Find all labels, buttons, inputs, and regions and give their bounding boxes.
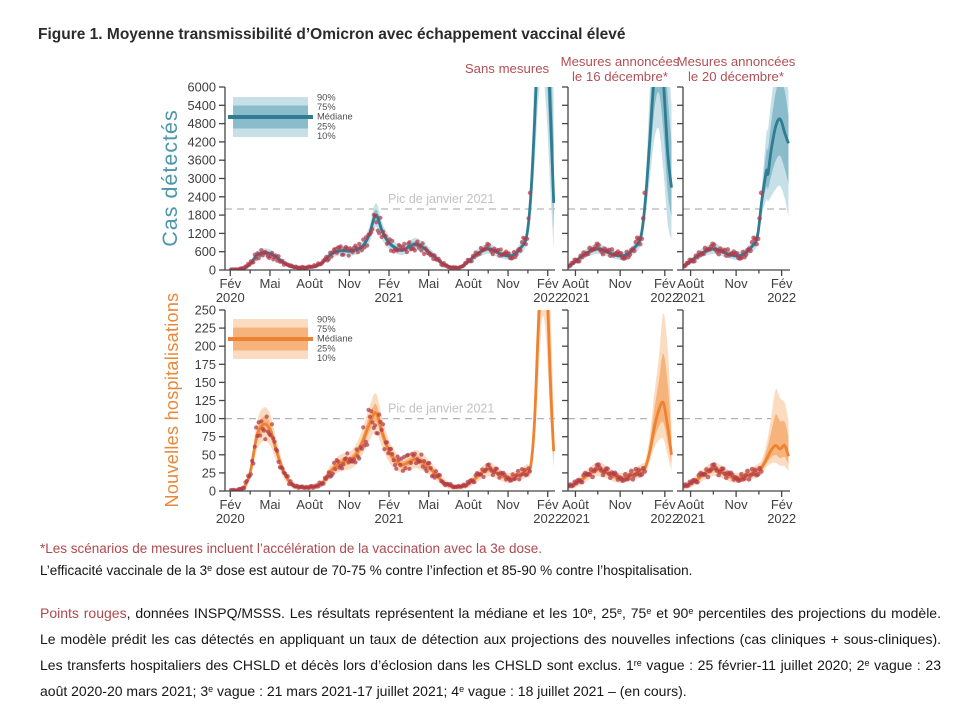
legend-label: Médiane <box>317 333 353 344</box>
observed-point <box>360 447 364 451</box>
observed-point <box>249 472 253 476</box>
y-tick-label: 1200 <box>187 225 216 241</box>
observed-point <box>497 476 501 480</box>
y-tick-label: 25 <box>201 465 216 481</box>
x-tick-label: Nov <box>496 276 520 291</box>
x-tick-label: Mai <box>418 276 440 291</box>
band-90 <box>561 0 672 269</box>
observed-point <box>365 243 369 247</box>
x-tick-year: 2021 <box>560 290 590 305</box>
x-tick-year: 2021 <box>374 290 404 305</box>
observed-point <box>721 466 726 471</box>
observed-point <box>499 247 503 251</box>
x-tick-year: 2021 <box>676 511 706 526</box>
observed-point <box>251 461 255 465</box>
observed-point <box>748 248 753 253</box>
observed-point <box>340 466 344 470</box>
x-tick-label: Août <box>677 497 704 512</box>
x-tick-label: Nov <box>337 497 361 512</box>
observed-point <box>418 459 422 463</box>
cases-axis-title: Cas détectés <box>158 109 182 247</box>
legend-label: Médiane <box>317 111 353 122</box>
observed-point <box>712 243 717 248</box>
legend-label: 75% <box>317 102 336 113</box>
observed-point <box>515 253 519 257</box>
observed-point <box>735 251 740 256</box>
observed-point <box>341 462 345 466</box>
x-tick-label: Fév <box>378 497 400 512</box>
observed-point <box>632 248 637 253</box>
observed-point <box>377 231 381 235</box>
panel-header: Mesures annoncées <box>676 54 796 69</box>
observed-point <box>263 437 267 441</box>
observed-point <box>339 244 343 248</box>
observed-point <box>356 250 360 254</box>
observed-point <box>394 467 398 471</box>
observed-point <box>390 452 394 456</box>
observed-point <box>623 472 628 477</box>
x-tick-label: Août <box>562 276 589 291</box>
observed-point <box>253 445 257 449</box>
observed-point <box>407 467 411 471</box>
observed-point <box>725 247 730 252</box>
y-tick-label: 175 <box>194 356 216 372</box>
y-tick-label: 2400 <box>187 189 216 205</box>
observed-point <box>376 431 380 435</box>
observed-point <box>242 486 246 490</box>
observed-point <box>351 250 355 254</box>
observed-point <box>596 243 601 248</box>
observed-point <box>361 425 365 429</box>
y-tick-label: 600 <box>194 244 216 260</box>
observed-point <box>373 423 377 427</box>
observed-point <box>593 467 598 472</box>
y-tick-label: 100 <box>194 411 216 427</box>
y-tick-label: 5400 <box>187 97 216 113</box>
observed-point <box>381 422 385 426</box>
observed-point <box>405 250 409 254</box>
observed-point <box>321 482 325 486</box>
x-tick-label: Nov <box>724 276 748 291</box>
x-tick-label: Août <box>454 276 482 291</box>
observed-point <box>335 251 339 255</box>
footnote-scenarios: *Les scénarios de mesures incluent l’accélération de la vaccination avec la 3e dose. <box>40 541 543 556</box>
observed-point <box>528 191 532 195</box>
y-tick-label: 6000 <box>187 79 216 95</box>
observed-point <box>639 236 644 241</box>
y-tick-label: 0 <box>208 262 216 278</box>
legend-label: 25% <box>317 343 336 354</box>
observed-point <box>706 475 711 480</box>
observed-point <box>642 191 647 196</box>
observed-point <box>331 472 335 476</box>
observed-point <box>520 240 524 244</box>
observed-point <box>355 246 359 250</box>
observed-point <box>373 214 377 218</box>
observed-point <box>519 249 523 253</box>
observed-point <box>345 451 349 455</box>
y-tick-label: 4200 <box>187 134 216 150</box>
hospitalisations-legend <box>228 315 353 363</box>
observed-point <box>251 260 255 264</box>
observed-point <box>336 459 340 463</box>
observed-point <box>422 252 426 256</box>
y-tick-label: 50 <box>201 447 216 463</box>
legend-median <box>228 115 313 119</box>
panel-cases-0 <box>188 0 563 305</box>
observed-point <box>386 451 390 455</box>
legend-median <box>228 337 313 341</box>
panel-hospitalisations-1 <box>561 310 680 526</box>
observed-point <box>754 242 759 247</box>
observed-point <box>365 443 369 447</box>
observed-point <box>396 248 400 252</box>
observed-point <box>384 234 388 238</box>
observed-point <box>438 473 442 477</box>
x-tick-label: Mai <box>259 276 281 291</box>
observed-point <box>610 247 615 252</box>
observed-point <box>484 467 488 471</box>
band-90 <box>561 314 672 491</box>
x-tick-label: Fév <box>536 276 559 291</box>
hospitalisations-axis-title: Nouvelles hospitalisations <box>162 292 182 508</box>
observed-point <box>419 453 423 457</box>
x-tick-label: Fév <box>378 276 400 291</box>
legend-label: 10% <box>317 130 336 141</box>
legend-label: 25% <box>317 121 336 132</box>
observed-point <box>265 415 269 419</box>
observed-point <box>757 216 762 221</box>
observed-point <box>368 415 372 419</box>
observed-point <box>619 251 624 256</box>
observed-point <box>759 469 764 474</box>
y-tick-label: 225 <box>194 320 216 336</box>
panel-header: le 16 décembre* <box>571 69 669 84</box>
observed-point <box>511 472 515 476</box>
observed-point <box>629 469 634 474</box>
observed-point <box>528 469 532 473</box>
figure-notes-paragraph: Points rouges, données INSPQ/MSSS. Les résultats représentent la médiane et les 10e, 25e, 75e et 90e percentiles des projections du modèle. Le modèle prédit les cas détectés en appliquant un taux de détection aux projections des nouvelles infections (cas cliniques + sous-cliniques). Les transferts hospitaliers des CHSLD et décès lors d’éclosion dans les CHSLD sont exclus. 1re vague : 25 février-11 juillet 2020; 2e vague : 23 août 2020-20 mars 2021; 3e vague : 21 mars 2021-17 juillet 2021; 4e vague : 18 juillet 2021 – (en cours). <box>40 605 942 699</box>
observed-point <box>421 241 425 245</box>
observed-point <box>270 251 274 255</box>
observed-point <box>472 480 476 484</box>
legend-label: 10% <box>317 352 336 363</box>
observed-point <box>580 480 585 485</box>
observed-point <box>407 240 411 244</box>
observed-point <box>524 242 528 246</box>
observed-point <box>495 467 499 471</box>
observed-point <box>277 460 281 464</box>
y-tick-label: 125 <box>194 393 216 408</box>
y-tick-label: 4800 <box>187 116 216 132</box>
observed-point <box>392 458 396 462</box>
y-tick-label: 3600 <box>187 152 216 168</box>
x-tick-year: 2021 <box>676 290 706 305</box>
observed-point <box>329 255 333 259</box>
observed-point <box>642 469 647 474</box>
observed-point <box>355 447 359 451</box>
observed-point <box>254 425 258 429</box>
observed-point <box>357 456 361 460</box>
observed-point <box>636 468 641 473</box>
x-tick-label: Nov <box>608 497 632 512</box>
panel-header: Mesures annoncées <box>560 54 680 69</box>
observed-point <box>756 236 761 241</box>
x-tick-label: Fév <box>536 497 559 512</box>
observed-point <box>327 470 331 474</box>
observed-point <box>381 230 385 234</box>
x-tick-label: Fév <box>770 276 793 291</box>
y-tick-label: 0 <box>208 483 216 499</box>
observed-points <box>229 408 532 493</box>
observed-point <box>482 475 486 479</box>
observed-point <box>245 479 249 483</box>
observed-point <box>374 220 378 224</box>
observed-point <box>413 452 417 456</box>
x-tick-label: Fév <box>219 497 242 512</box>
x-tick-label: Nov <box>496 497 520 512</box>
observed-point <box>347 254 351 258</box>
observed-point <box>341 253 345 257</box>
observed-point <box>745 469 750 474</box>
observed-point <box>406 453 410 457</box>
observed-point <box>415 240 419 244</box>
observed-point <box>353 460 357 464</box>
footnote-efficacy: L’efficacité vaccinale de la 3e dose est autour de 70-75 % contre l’infection et 85-90 % contre l’hospitalisation. <box>40 563 693 578</box>
legend-label: 90% <box>317 92 336 103</box>
cases-legend <box>228 93 353 141</box>
observed-point <box>695 480 700 485</box>
x-tick-year: 2021 <box>560 511 590 526</box>
observed-point <box>577 259 582 264</box>
x-tick-year: 2020 <box>215 290 245 305</box>
observed-point <box>333 467 337 471</box>
x-tick-label: Fév <box>219 276 242 291</box>
x-tick-label: Août <box>296 497 324 512</box>
x-tick-label: Fév <box>653 276 676 291</box>
observed-point <box>262 429 266 433</box>
observed-point <box>422 459 426 463</box>
observed-point <box>429 466 433 470</box>
observed-point <box>398 463 402 467</box>
panel-cases-1 <box>561 0 680 305</box>
observed-point <box>605 466 610 471</box>
observed-point <box>744 252 749 257</box>
observed-point <box>753 468 758 473</box>
observed-point <box>517 477 521 481</box>
panel-header: le 20 décembre* <box>687 69 785 84</box>
observed-point <box>393 463 397 467</box>
observed-point <box>526 216 530 220</box>
observed-point <box>382 447 386 451</box>
x-tick-label: Mai <box>418 497 440 512</box>
observed-point <box>491 252 495 256</box>
observed-point <box>692 259 697 264</box>
x-tick-year: 2022 <box>650 511 680 526</box>
observed-point <box>739 472 744 477</box>
observed-point <box>275 449 279 453</box>
observed-point <box>487 243 491 247</box>
observed-point <box>273 440 277 444</box>
observed-point <box>523 468 527 472</box>
legend-label: 75% <box>317 324 336 335</box>
observed-point <box>413 248 417 252</box>
observed-point <box>344 456 348 460</box>
observed-point <box>744 473 749 478</box>
observed-point <box>419 248 423 252</box>
x-tick-year: 2022 <box>533 511 563 526</box>
x-tick-label: Août <box>454 497 482 512</box>
observed-point <box>369 409 373 413</box>
legend-label: 90% <box>317 314 336 325</box>
observed-point <box>641 216 646 221</box>
x-tick-year: 2020 <box>215 511 245 526</box>
y-tick-label: 3000 <box>187 171 216 186</box>
observed-point <box>759 191 764 196</box>
x-tick-year: 2021 <box>374 511 404 526</box>
observed-point <box>478 252 482 256</box>
observed-point <box>516 469 520 473</box>
reference-label: Pic de janvier 2021 <box>388 401 495 416</box>
observed-point <box>370 227 374 231</box>
x-tick-label: Nov <box>608 276 632 291</box>
observed-point <box>389 447 393 451</box>
observed-point <box>590 475 595 480</box>
x-tick-year: 2022 <box>767 511 797 526</box>
observed-point <box>280 466 284 470</box>
y-tick-label: 150 <box>194 374 216 390</box>
observed-point <box>525 237 529 241</box>
observed-point <box>286 474 290 478</box>
observed-point <box>378 216 382 220</box>
observed-point <box>385 440 389 444</box>
observed-point <box>627 252 632 257</box>
observed-point <box>433 253 437 257</box>
x-tick-label: Fév <box>653 497 676 512</box>
panel-hospitalisations-2 <box>675 310 796 526</box>
observed-point <box>507 251 511 255</box>
x-tick-label: Mai <box>259 497 281 512</box>
x-tick-year: 2022 <box>767 290 797 305</box>
observed-point <box>608 475 613 480</box>
observed-point <box>638 242 643 247</box>
observed-point <box>724 475 729 480</box>
y-tick-label: 250 <box>194 302 216 318</box>
observed-point <box>402 242 406 246</box>
observed-point <box>709 467 714 472</box>
observed-point <box>470 259 474 263</box>
panel-header: Sans mesures <box>464 61 550 76</box>
y-tick-label: 200 <box>194 338 216 354</box>
observed-point <box>270 422 274 426</box>
observed-point <box>380 428 384 432</box>
figure-title: Figure 1. Moyenne transmissibilité d’Omicron avec échappement vaccinal élevé <box>38 26 626 43</box>
observed-point <box>258 433 262 437</box>
axes <box>677 310 790 497</box>
observed-point <box>259 419 263 423</box>
observed-point <box>427 461 431 465</box>
observed-point <box>425 469 429 473</box>
reference-label: Pic de janvier 2021 <box>388 192 495 206</box>
observed-point <box>277 254 281 258</box>
x-tick-year: 2022 <box>650 290 680 305</box>
observed-point <box>434 469 438 473</box>
x-tick-label: Fév <box>770 497 793 512</box>
x-tick-label: Août <box>562 497 589 512</box>
x-tick-label: Août <box>296 276 324 291</box>
observed-point <box>409 461 413 465</box>
observed-point <box>627 473 632 478</box>
x-tick-label: Nov <box>724 497 748 512</box>
x-tick-year: 2022 <box>533 290 563 305</box>
observed-point <box>515 473 519 477</box>
y-tick-label: 1800 <box>187 207 216 223</box>
observed-point <box>377 413 381 417</box>
x-tick-label: Nov <box>337 276 361 291</box>
observed-point <box>403 466 407 470</box>
y-tick-label: 75 <box>201 429 216 445</box>
x-tick-label: Août <box>677 276 704 291</box>
observed-point <box>390 239 394 243</box>
